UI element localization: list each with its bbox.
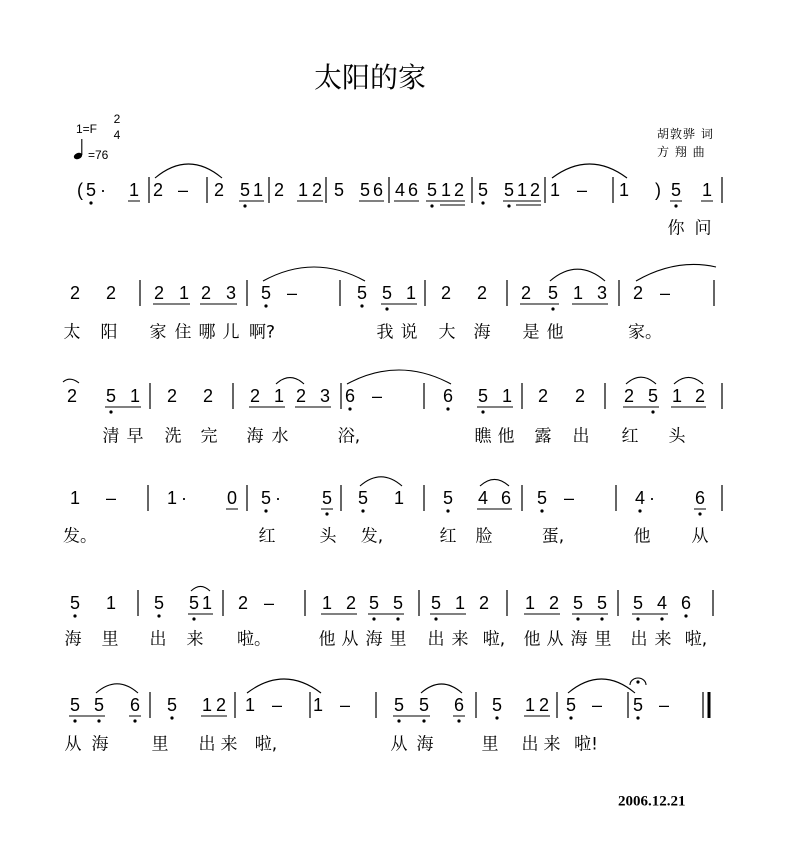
lyric: 红	[258, 526, 276, 547]
note: 5	[69, 695, 81, 715]
lyric: 红	[621, 426, 639, 447]
note: 5	[393, 695, 405, 715]
lyric: 是	[522, 322, 540, 343]
note: 1	[501, 386, 513, 406]
octave-dot	[97, 719, 100, 722]
note: 2	[273, 180, 285, 200]
note: 0	[226, 488, 238, 508]
octave-dot	[385, 307, 388, 310]
slur	[360, 477, 402, 486]
note: 6	[344, 386, 356, 406]
note: 3	[319, 386, 331, 406]
lyric: 洗	[164, 426, 182, 447]
note: 5	[166, 695, 178, 715]
note: 2	[153, 283, 165, 303]
lyric: 出	[572, 426, 590, 447]
octave-dot	[157, 614, 160, 617]
note: –	[286, 283, 298, 303]
lyric: 海	[64, 629, 82, 650]
note: 5	[359, 180, 371, 200]
note: 2	[213, 180, 225, 200]
octave-dot	[361, 509, 364, 512]
note: 1	[252, 180, 264, 200]
note: 1	[128, 180, 140, 200]
note: 5	[357, 488, 369, 508]
lyric: 来	[543, 734, 561, 755]
note: 5	[105, 386, 117, 406]
lyric: 里	[151, 734, 169, 755]
lyric: 来	[654, 629, 672, 650]
octave-dot	[360, 304, 363, 307]
slur	[347, 370, 451, 384]
note: 2	[202, 386, 214, 406]
slur	[480, 479, 509, 486]
slur	[421, 684, 462, 693]
octave-dot	[636, 716, 639, 719]
note: 2	[520, 283, 532, 303]
note: –	[658, 695, 670, 715]
note: 6	[694, 488, 706, 508]
note: 5	[572, 593, 584, 613]
octave-dot	[109, 410, 112, 413]
time-signature-bottom: 4	[113, 128, 121, 142]
note: 1	[166, 488, 178, 508]
note: 2	[237, 593, 249, 613]
octave-dot	[446, 509, 449, 512]
note: 1	[671, 386, 683, 406]
note: ·	[275, 488, 281, 508]
octave-dot	[422, 719, 425, 722]
note: 5	[260, 283, 272, 303]
lyric: 出	[630, 629, 648, 650]
note: 2	[632, 283, 644, 303]
note: –	[271, 695, 283, 715]
octave-dot	[325, 512, 328, 515]
octave-dot	[397, 719, 400, 722]
note: –	[105, 488, 117, 508]
note: 1	[312, 695, 324, 715]
note: 5	[333, 180, 345, 200]
lyric: 从	[390, 734, 408, 755]
note: 2	[166, 386, 178, 406]
octave-dot	[569, 716, 572, 719]
lyric: 头	[319, 526, 337, 547]
note: 1	[701, 180, 713, 200]
octave-dot	[348, 407, 351, 410]
note: 1	[524, 593, 536, 613]
note: 1	[524, 695, 536, 715]
lyric: 瞧	[474, 426, 492, 447]
note: –	[263, 593, 275, 613]
lyric: 啦,	[254, 734, 278, 755]
tempo-marking: =76	[88, 148, 109, 162]
note: 1	[201, 593, 213, 613]
note: 6	[407, 180, 419, 200]
octave-dot	[133, 719, 136, 722]
lyric: 清	[102, 426, 120, 447]
lyric: 啊?	[248, 322, 276, 343]
lyric: 他	[318, 629, 336, 650]
date: 2006.12.21	[618, 793, 686, 810]
octave-dot	[684, 614, 687, 617]
lyric: 海	[570, 629, 588, 650]
note: 5	[442, 488, 454, 508]
lyric: 我	[376, 322, 394, 343]
lyric: 说	[400, 322, 418, 343]
note: 5	[392, 593, 404, 613]
octave-dot	[372, 617, 375, 620]
composer-credit: 方 翔 曲	[657, 145, 706, 159]
note: ·	[181, 488, 187, 508]
time-signature-top: 2	[113, 112, 121, 126]
lyric: 完	[200, 426, 218, 447]
slur	[568, 679, 635, 693]
note: 1	[321, 593, 333, 613]
note: 2	[623, 386, 635, 406]
lyric: 从	[546, 629, 564, 650]
note: 6	[453, 695, 465, 715]
octave-dot	[674, 204, 677, 207]
note: 2	[476, 283, 488, 303]
lyric: 水	[271, 426, 289, 447]
note: –	[563, 488, 575, 508]
lyric: 从	[341, 629, 359, 650]
lyric: 浴,	[337, 426, 361, 447]
note: 1	[618, 180, 630, 200]
note: 2	[453, 180, 465, 200]
slur	[626, 377, 656, 384]
octave-dot	[170, 716, 173, 719]
note: ·	[100, 180, 106, 200]
note: 2	[345, 593, 357, 613]
lyric: 啦,	[684, 629, 708, 650]
note: –	[659, 283, 671, 303]
octave-dot	[495, 716, 498, 719]
note: 2	[105, 283, 117, 303]
octave-dot	[551, 307, 554, 310]
lyric: 从	[64, 734, 82, 755]
note: 5	[536, 488, 548, 508]
lyric: 问	[694, 218, 712, 239]
note: 5	[596, 593, 608, 613]
note: 5	[426, 180, 438, 200]
slur	[63, 379, 79, 383]
note: 5	[565, 695, 577, 715]
octave-dot	[430, 204, 433, 207]
lyric: 太	[63, 322, 81, 343]
lyric: 出	[427, 629, 445, 650]
note: 1	[273, 386, 285, 406]
lyricist-credit: 胡敦骅 词	[657, 127, 714, 141]
note: 2	[537, 386, 549, 406]
lyric: 海	[416, 734, 434, 755]
note: 2	[311, 180, 323, 200]
note: 5	[93, 695, 105, 715]
octave-dot	[481, 201, 484, 204]
note: 6	[500, 488, 512, 508]
lyric: 阳	[100, 322, 118, 343]
note: 2	[215, 695, 227, 715]
note: 2	[574, 386, 586, 406]
note: 2	[694, 386, 706, 406]
note: 2	[538, 695, 550, 715]
slur	[155, 164, 222, 178]
slur	[674, 377, 703, 384]
note: 1	[440, 180, 452, 200]
lyric: 头	[668, 426, 686, 447]
note: 5	[239, 180, 251, 200]
lyric: 早	[126, 426, 144, 447]
note: –	[339, 695, 351, 715]
note: 5	[632, 593, 644, 613]
note: 4	[634, 488, 646, 508]
note: (	[77, 180, 83, 200]
note: 2	[529, 180, 541, 200]
note: 6	[129, 695, 141, 715]
note: 1	[454, 593, 466, 613]
note: 3	[596, 283, 608, 303]
lyric: 啦!	[574, 734, 598, 755]
note: 1	[572, 283, 584, 303]
octave-dot	[651, 410, 654, 413]
octave-dot	[507, 204, 510, 207]
lyric: 里	[389, 629, 407, 650]
note: 5	[647, 386, 659, 406]
lyric: 出	[521, 734, 539, 755]
octave-dot	[446, 407, 449, 410]
note: 4	[656, 593, 668, 613]
note: 2	[152, 180, 164, 200]
lyric: 他	[633, 526, 651, 547]
lyric: 哪	[198, 322, 216, 343]
note: 5	[85, 180, 97, 200]
lyric: 啦,	[482, 629, 506, 650]
lyric: 海	[365, 629, 383, 650]
octave-dot	[698, 512, 701, 515]
lyric: 他	[523, 629, 541, 650]
octave-dot	[243, 204, 246, 207]
octave-dot	[481, 410, 484, 413]
lyric: 里	[594, 629, 612, 650]
note: 2	[478, 593, 490, 613]
lyric: 啦。	[237, 629, 271, 650]
lyric: 从	[691, 526, 709, 547]
note: 5	[188, 593, 200, 613]
note: 5	[356, 283, 368, 303]
note: 5	[260, 488, 272, 508]
note: ·	[649, 488, 655, 508]
note: –	[576, 180, 588, 200]
note: 5	[477, 386, 489, 406]
note: 5	[632, 695, 644, 715]
lyric: 他	[546, 322, 564, 343]
note: 6	[372, 180, 384, 200]
note: 1	[69, 488, 81, 508]
lyric: 大	[438, 322, 456, 343]
octave-dot	[192, 617, 195, 620]
slur	[263, 267, 365, 281]
lyric: 海	[91, 734, 109, 755]
note: 5	[670, 180, 682, 200]
note: 5	[69, 593, 81, 613]
note: 3	[225, 283, 237, 303]
note: )	[655, 180, 661, 200]
note: 1	[244, 695, 256, 715]
note: 2	[249, 386, 261, 406]
note: 2	[69, 283, 81, 303]
note: 5	[381, 283, 393, 303]
octave-dot	[540, 509, 543, 512]
note: 1	[297, 180, 309, 200]
lyric: 发,	[360, 526, 384, 547]
slur	[247, 679, 321, 693]
lyric: 来	[186, 629, 204, 650]
lyric: 里	[481, 734, 499, 755]
octave-dot	[434, 617, 437, 620]
lyric: 来	[451, 629, 469, 650]
note: 6	[680, 593, 692, 613]
note: 5	[368, 593, 380, 613]
octave-dot	[264, 509, 267, 512]
note: 4	[394, 180, 406, 200]
note: –	[371, 386, 383, 406]
lyric: 脸	[475, 526, 493, 547]
note: 5	[547, 283, 559, 303]
octave-dot	[396, 617, 399, 620]
note: 5	[321, 488, 333, 508]
key-signature: 1=F	[76, 122, 98, 136]
octave-dot	[660, 617, 663, 620]
note: 6	[442, 386, 454, 406]
lyric: 家	[149, 322, 167, 343]
note: 1	[201, 695, 213, 715]
lyric: 红	[439, 526, 457, 547]
note: 1	[549, 180, 561, 200]
lyric: 出	[198, 734, 216, 755]
lyric: 儿	[222, 322, 240, 343]
slur	[550, 269, 605, 281]
note: 1	[178, 283, 190, 303]
note: –	[591, 695, 603, 715]
lyric: 住	[174, 322, 192, 343]
slur	[636, 264, 716, 281]
page-title: 太阳的家	[313, 61, 427, 94]
octave-dot	[73, 719, 76, 722]
lyric: 海	[473, 322, 491, 343]
octave-dot	[457, 719, 460, 722]
note: 2	[295, 386, 307, 406]
note: 2	[66, 386, 78, 406]
lyric: 你	[667, 218, 685, 239]
note: 5	[491, 695, 503, 715]
octave-dot	[264, 304, 267, 307]
note: 1	[405, 283, 417, 303]
note: 1	[129, 386, 141, 406]
lyric: 发。	[63, 526, 97, 547]
lyric: 蛋,	[541, 526, 565, 547]
note: 5	[418, 695, 430, 715]
lyric: 里	[101, 629, 119, 650]
note: 2	[548, 593, 560, 613]
octave-dot	[600, 617, 603, 620]
octave-dot	[636, 617, 639, 620]
quarter-note-icon	[73, 139, 83, 160]
slur	[96, 684, 138, 693]
octave-dot	[576, 617, 579, 620]
note: 1	[393, 488, 405, 508]
slur	[191, 586, 210, 591]
slur	[276, 378, 304, 384]
note: 1	[105, 593, 117, 613]
note: 4	[477, 488, 489, 508]
octave-dot	[89, 201, 92, 204]
lyric: 来	[220, 734, 238, 755]
note: –	[177, 180, 189, 200]
note: 5	[503, 180, 515, 200]
octave-dot	[73, 614, 76, 617]
slur	[552, 164, 627, 178]
octave-dot	[638, 509, 641, 512]
lyric: 他	[497, 426, 515, 447]
lyric: 出	[149, 629, 167, 650]
note: 1	[516, 180, 528, 200]
lyric: 海	[246, 426, 264, 447]
lyric: 家。	[628, 322, 662, 343]
note: 5	[153, 593, 165, 613]
note: 2	[200, 283, 212, 303]
lyric: 露	[534, 426, 552, 447]
fermata-icon	[636, 680, 639, 683]
note: 2	[440, 283, 452, 303]
note: 5	[430, 593, 442, 613]
final-barline	[708, 692, 711, 718]
note: 5	[477, 180, 489, 200]
